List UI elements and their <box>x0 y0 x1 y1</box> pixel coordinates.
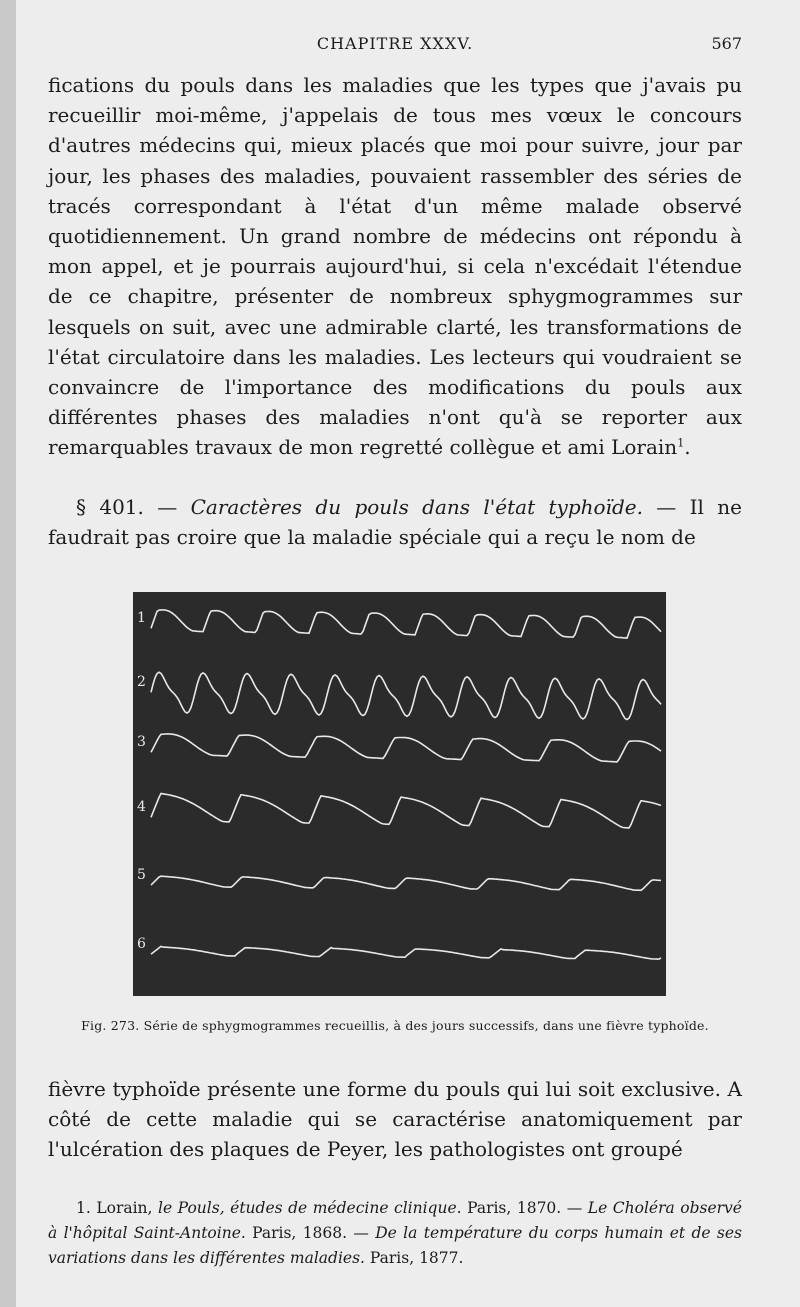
footnote-number: 1. <box>76 1199 91 1217</box>
running-head <box>48 34 742 58</box>
trace-label-3: 3 <box>137 734 146 750</box>
page-gutter <box>0 0 16 1307</box>
sphygmogram-trace-1 <box>151 610 661 638</box>
footnote-pub-2: Paris, 1868. — <box>252 1224 369 1242</box>
section-text: — Il ne faudrait pas croire que la maladie spéciale qui a reçu le nom de <box>48 495 743 550</box>
section-mark: § 401. — <box>76 495 178 519</box>
page-number: 567 <box>711 34 742 53</box>
section-paragraph <box>48 492 742 552</box>
chapter-title: CHAPITRE XXXV. <box>316 34 474 53</box>
sphygmogram-traces <box>133 592 666 996</box>
footnote-pub-3: Paris, 1877. <box>369 1249 464 1267</box>
sphygmogram-trace-2 <box>151 672 661 719</box>
footnote-author: Lorain, <box>96 1199 153 1217</box>
trace-label-5: 5 <box>137 867 146 883</box>
trace-label-2: 2 <box>137 674 146 690</box>
body-paragraph-1 <box>48 70 742 463</box>
figure-caption <box>48 1018 742 1033</box>
footnote-reference[interactable]: 1 <box>677 436 685 450</box>
body-paragraph-3: fièvre typhoïde présente une forme du pouls qui lui soit exclusive. A côté de cette maladie qui se caractérise anatomiquement par l'ulcération des plaques de Peyer, les pathologistes ont groupé <box>48 1077 742 1162</box>
figure-caption-text: Série de sphygmogrammes recueillis, à des jours successifs, dans une fièvre typhoïde. <box>143 1018 709 1033</box>
sphygmogram-trace-5 <box>151 876 661 890</box>
footnote-title-3: De la température du corps humain et de ses variations dans les différentes maladies. <box>48 1224 742 1267</box>
sphygmogram-figure <box>133 592 666 996</box>
footnote-title-1: le Pouls, études de médecine clinique. <box>158 1199 462 1217</box>
figure-number: Fig. 273. <box>81 1018 140 1033</box>
trace-label-4: 4 <box>137 799 146 815</box>
section-title: Caractères du pouls dans l'état typhoïde. <box>190 495 643 519</box>
sphygmogram-trace-3 <box>151 734 661 762</box>
paragraph-1-end: . <box>684 435 691 460</box>
trace-label-1: 1 <box>137 610 146 626</box>
footnote-pub-1: Paris, 1870. — <box>467 1199 583 1217</box>
paragraph-1-text: fications du pouls dans les maladies que les types que j'avais pu recueillir moi-même, j'appelais de tous mes vœux le concours d'autres médecins qui, mieux placés que moi pour suivre, jour par jour, les phases des maladies, pouvaient rassembler des séries de tracés correspondant à l'état d'un même malade observé quotidiennement. Un grand nombre de médecins ont répondu à mon appel, et je pourrais aujourd'hui, si cela n'excédait l'étendue de ce chapitre, présenter de nombreux sphygmogrammes sur lesquels on suit, avec une admirable clarté, les transformations de l'état circulatoire dans les maladies. Les lecteurs qui voudraient se convaincre de l'importance des modifications du pouls aux différentes phases des maladies n'ont qu'à se reporter aux remarquables travaux de mon regretté collègue et ami Lorain <box>48 73 742 460</box>
sphygmogram-trace-6 <box>151 946 661 959</box>
footnote <box>48 1196 742 1271</box>
trace-label-6: 6 <box>137 936 146 952</box>
sphygmogram-trace-4 <box>151 794 661 828</box>
footnote-title-2: Le Choléra observé à l'hôpital Saint-Antoine. <box>48 1199 742 1242</box>
